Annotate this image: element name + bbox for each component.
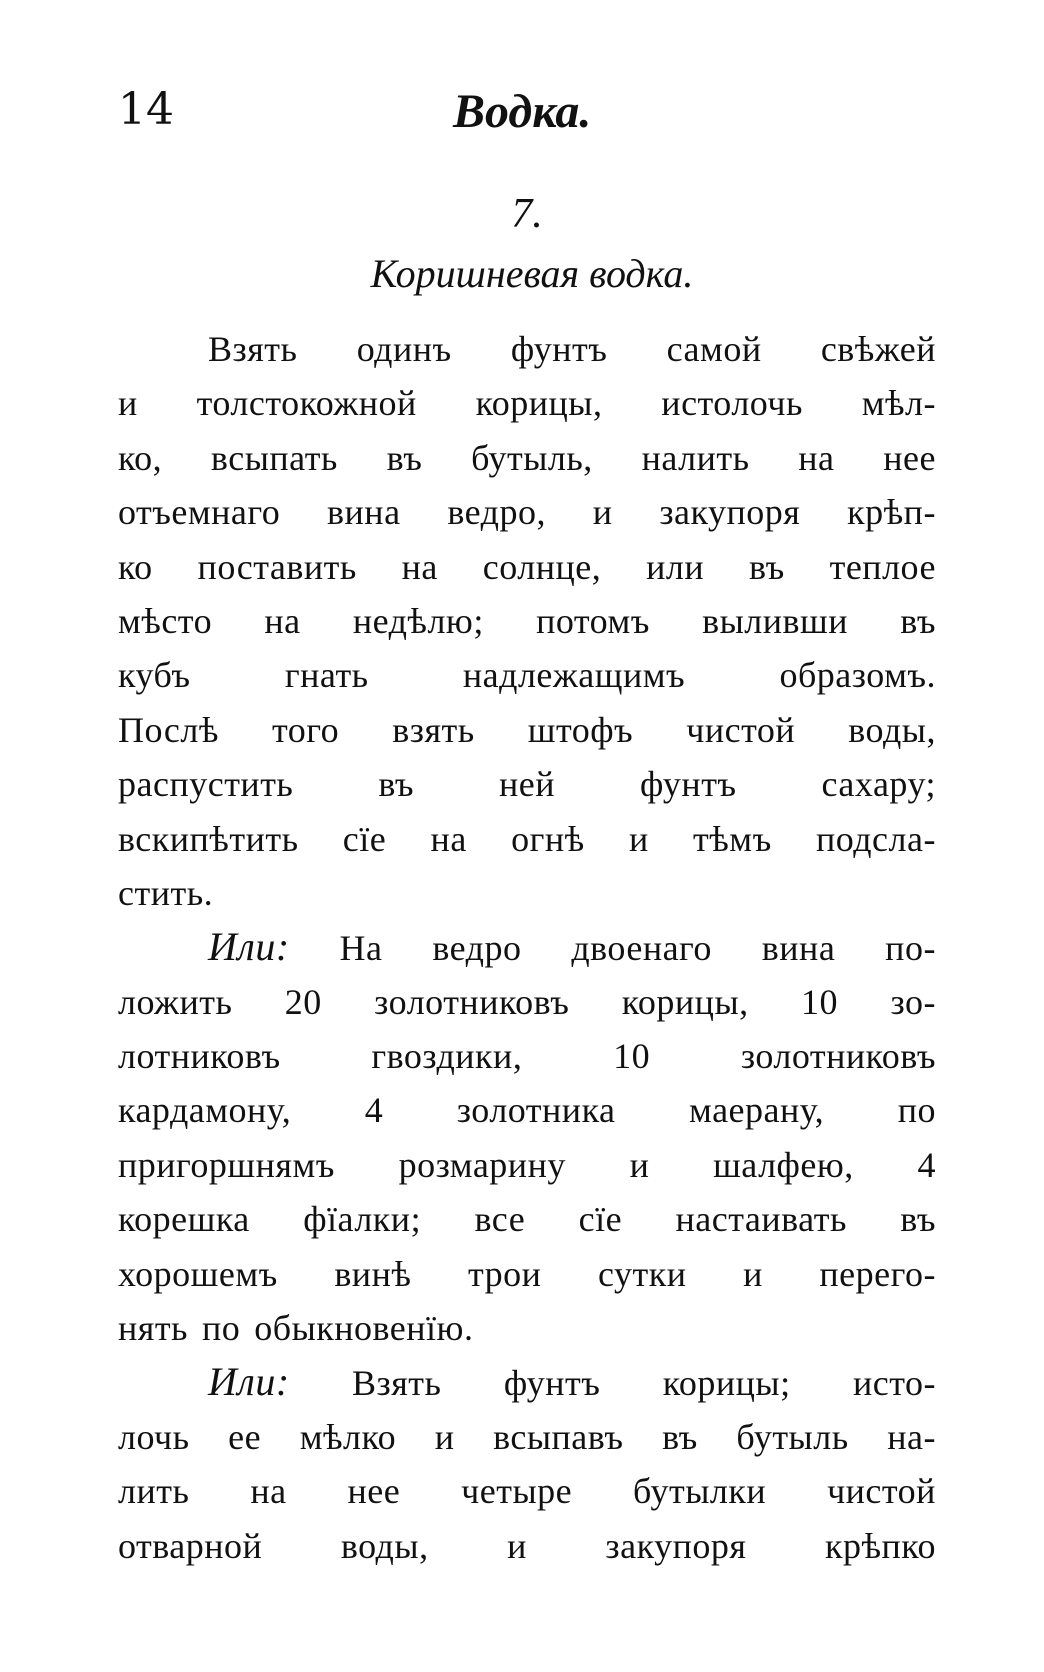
word: на <box>798 437 835 478</box>
word: трои <box>467 1253 542 1294</box>
word: 4 <box>917 1144 936 1185</box>
text-line <box>118 376 936 430</box>
text-line <box>118 594 936 648</box>
word: на <box>401 546 438 587</box>
word: Послѣ <box>118 709 219 750</box>
text-line <box>118 648 936 702</box>
text-line <box>118 1464 936 1518</box>
word: истолочь <box>661 383 803 424</box>
word: по- <box>885 928 936 969</box>
word: потомъ <box>536 600 650 641</box>
word: кубъ <box>118 655 191 696</box>
word: или <box>646 546 705 587</box>
word: хорошемъ <box>118 1253 278 1294</box>
word: на <box>264 600 301 641</box>
word: по <box>201 1308 241 1349</box>
word: того <box>271 709 340 750</box>
word: нее <box>347 1471 401 1512</box>
word: закупоря <box>605 1525 747 1566</box>
word: и <box>118 383 138 424</box>
word: бутылки <box>633 1471 767 1512</box>
word: закупоря <box>659 492 801 533</box>
word: въ <box>900 1199 936 1240</box>
word: корешка <box>118 1199 250 1240</box>
word: одинъ <box>356 329 452 369</box>
word: солнце, <box>482 546 602 587</box>
word: все <box>474 1199 526 1240</box>
word: лотниковъ <box>118 1036 281 1077</box>
word: отварной <box>118 1525 263 1566</box>
text-line <box>118 812 936 866</box>
word: и <box>743 1253 763 1294</box>
word: корицы, <box>621 981 749 1022</box>
word: вина <box>761 928 836 969</box>
text-line <box>118 1083 936 1137</box>
text-line <box>118 485 936 539</box>
word: чистой <box>686 709 796 750</box>
word: фунтъ <box>503 1363 601 1404</box>
word: ведро, <box>447 492 546 533</box>
word: перего- <box>819 1253 936 1294</box>
word: на <box>250 1471 287 1512</box>
word: золотниковъ <box>374 981 570 1022</box>
text-line <box>118 1301 936 1355</box>
running-title: Водка. <box>453 85 592 138</box>
word: воды, <box>848 709 936 750</box>
word: на <box>430 818 467 859</box>
word: фунтъ <box>510 329 608 369</box>
word: крѣп- <box>847 492 936 533</box>
word: бутыль, <box>471 437 593 478</box>
word: золотника <box>456 1090 616 1131</box>
word: въ <box>662 1416 698 1457</box>
text-line <box>118 1355 936 1409</box>
word: розмарину <box>398 1144 566 1185</box>
text-line <box>118 1029 936 1083</box>
recipe-number: 7. <box>511 191 543 237</box>
word: крѣпко <box>824 1525 936 1566</box>
word: корицы; <box>662 1363 791 1404</box>
word: въ <box>386 437 423 478</box>
word: въ <box>749 546 785 587</box>
word: винѣ <box>334 1253 412 1294</box>
text-line <box>118 1192 936 1246</box>
word: исто- <box>852 1363 936 1404</box>
running-head <box>118 78 938 148</box>
word: надлежащимъ <box>462 655 686 696</box>
word: ко <box>118 546 153 587</box>
word: теплое <box>829 546 936 587</box>
word: 20 <box>284 981 322 1022</box>
word: маерану, <box>689 1090 825 1131</box>
body-text <box>118 322 936 1573</box>
word: распустить <box>118 764 294 805</box>
word: отъемнаго <box>118 492 281 533</box>
word: 10 <box>801 981 839 1022</box>
word: по <box>897 1090 936 1131</box>
word: на- <box>887 1416 936 1457</box>
word: пригоршнямъ <box>118 1144 335 1185</box>
word: четыре <box>461 1471 573 1512</box>
word: поставить <box>197 546 357 587</box>
word: нять <box>118 1308 188 1349</box>
word: Взять <box>352 1363 442 1404</box>
word: кардамону, <box>118 1090 292 1131</box>
word: обыкновенїю. <box>254 1308 474 1349</box>
word: и <box>592 492 613 533</box>
text-line <box>118 757 936 811</box>
word: ее <box>228 1416 262 1457</box>
word: корицы, <box>475 383 603 424</box>
word: ко, <box>118 437 163 478</box>
word: вскипѣтить <box>118 818 299 859</box>
word: недѣлю; <box>352 600 484 641</box>
word: мѣлко <box>299 1416 397 1457</box>
word: ложить <box>118 981 233 1022</box>
word: ней <box>499 764 556 805</box>
word: всыпать <box>210 437 338 478</box>
word: фунтъ <box>640 764 737 805</box>
word: воды, <box>340 1525 429 1566</box>
word: и <box>434 1416 455 1457</box>
word: нее <box>883 437 936 478</box>
word: лить <box>118 1471 190 1512</box>
word: мѣл- <box>861 383 936 424</box>
word: образомъ. <box>779 655 936 696</box>
word: бутыль <box>736 1416 849 1457</box>
text-line <box>118 540 936 594</box>
lead-word: Или: <box>208 924 290 970</box>
word: гнать <box>284 655 369 696</box>
word: и <box>507 1525 527 1566</box>
word: мѣсто <box>118 600 213 641</box>
word: всыпавъ <box>493 1416 624 1457</box>
word: сїе <box>578 1199 623 1240</box>
word: въ <box>378 764 415 805</box>
word: сутки <box>597 1253 687 1294</box>
recipe-title: Коришневая водка. <box>370 251 694 296</box>
text-line <box>118 1519 936 1573</box>
text-line <box>118 1138 936 1192</box>
word: 4 <box>364 1090 384 1131</box>
text-line <box>118 431 936 485</box>
lead-word: Или: <box>208 1359 290 1405</box>
text-line <box>118 1410 936 1464</box>
word: и <box>628 818 649 859</box>
word: стить. <box>118 872 214 913</box>
word: 10 <box>613 1036 651 1077</box>
text-line <box>118 1247 936 1301</box>
word: Взять <box>208 329 298 369</box>
word: толстокожной <box>196 383 417 424</box>
word: тѣмъ <box>693 818 772 859</box>
word: шалфею, <box>713 1144 854 1185</box>
word: налить <box>641 437 750 478</box>
word: самой <box>666 329 762 369</box>
word: выливши <box>702 600 848 641</box>
word: зо- <box>890 981 936 1022</box>
word: подсла- <box>816 818 936 859</box>
word: сїе <box>342 818 387 859</box>
word: штофъ <box>527 709 634 750</box>
word: взять <box>392 709 475 750</box>
word: гвоздики, <box>371 1036 523 1077</box>
word: фїалки; <box>303 1199 422 1240</box>
word: чистой <box>827 1471 936 1512</box>
text-line <box>118 975 936 1029</box>
word: въ <box>900 600 936 641</box>
word: сахару; <box>821 764 936 805</box>
word: ведро <box>432 928 522 969</box>
word: настаивать <box>675 1199 847 1240</box>
word: двоенаго <box>571 928 712 969</box>
word: и <box>629 1144 650 1185</box>
word: вина <box>327 492 401 533</box>
word: огнѣ <box>511 818 585 859</box>
text-line <box>118 322 936 376</box>
word: На <box>339 928 383 969</box>
page-number: 14 <box>118 84 174 135</box>
word: лочь <box>118 1416 190 1457</box>
text-line <box>118 703 936 757</box>
word: золотниковъ <box>740 1036 936 1077</box>
word: свѣжей <box>820 329 936 369</box>
text-line <box>118 920 936 974</box>
text-line <box>118 866 936 920</box>
